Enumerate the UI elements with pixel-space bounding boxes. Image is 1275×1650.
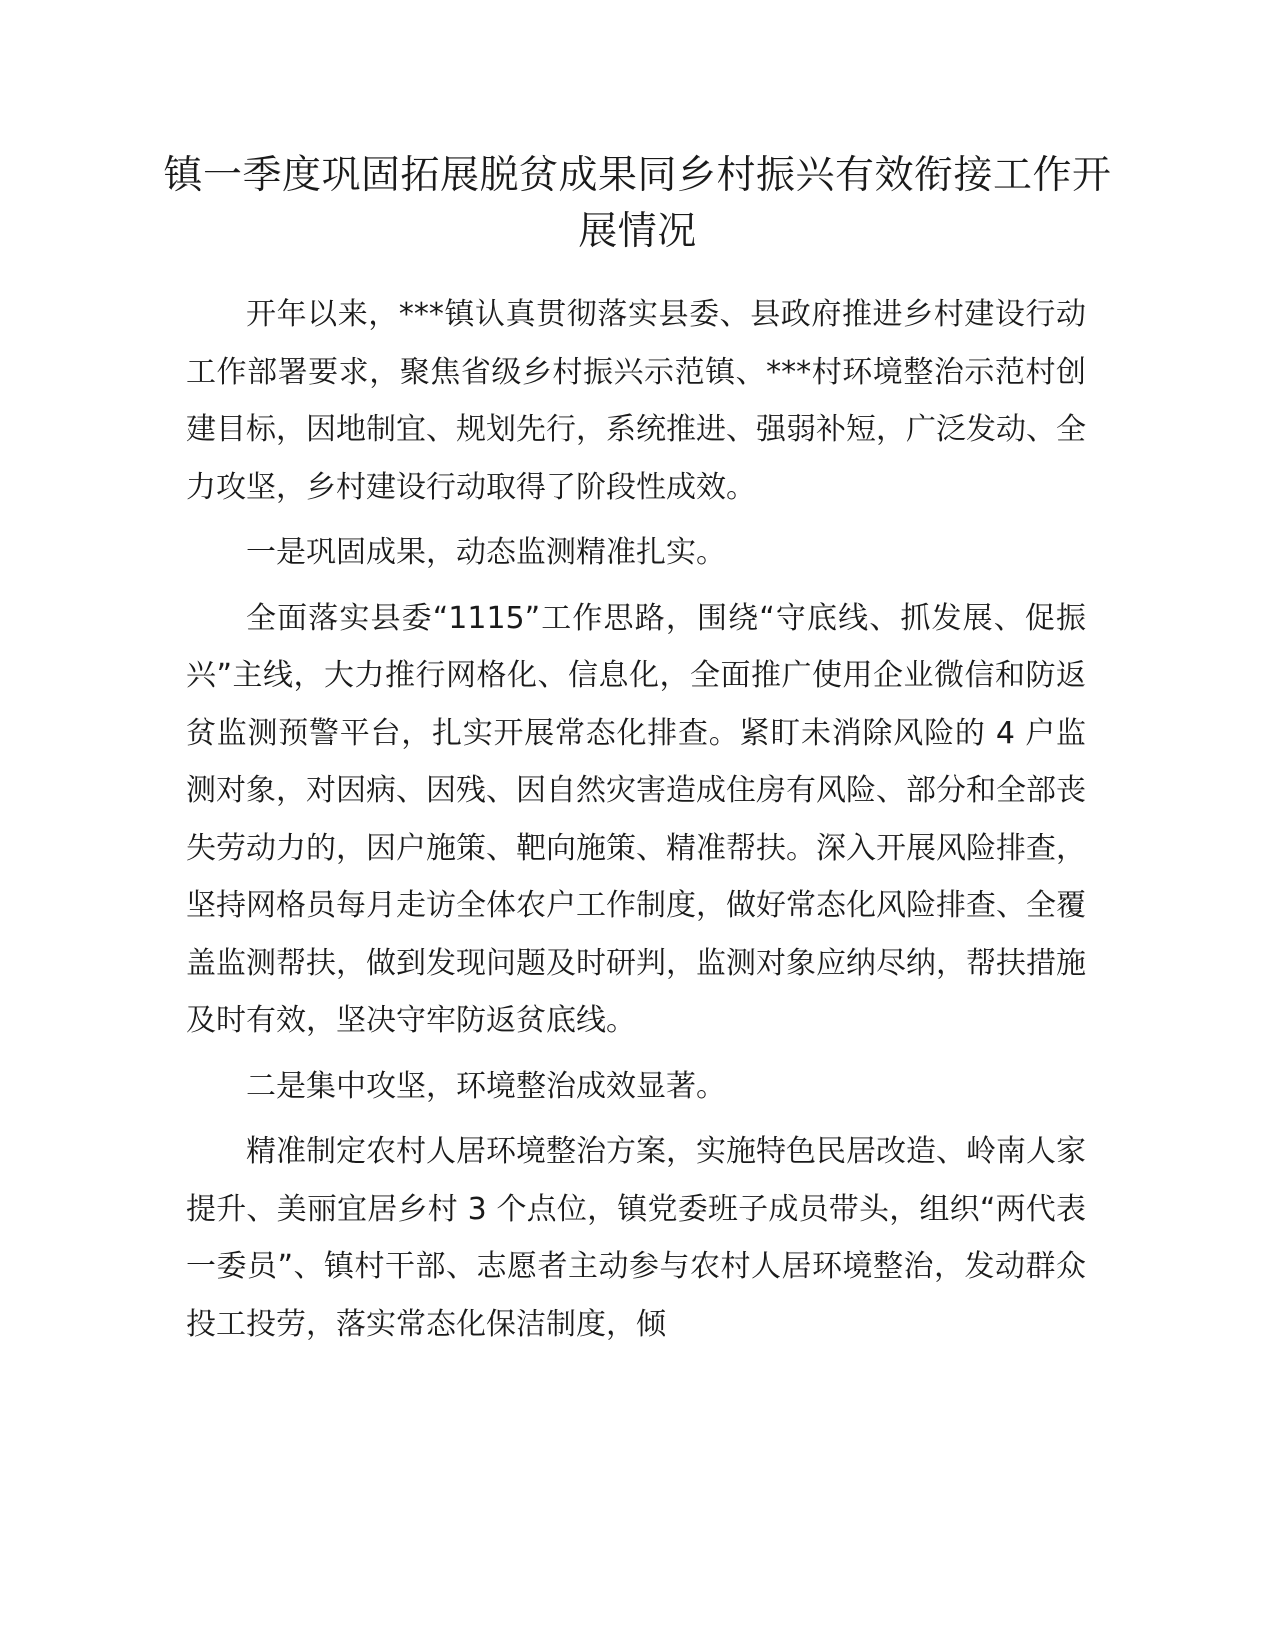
section-heading-2: 二是集中攻坚，环境整治成效显著。 — [246, 1068, 726, 1104]
section-body-1: 全面落实县委“1115”工作思路，围绕“守底线、抓发展、促振兴”主线，大力推行网格化、信息化，全面推广使用企业微信和防返贫监测预警平台，扎实开展常态化排查。紧盯未消除风险的 4 户监测对象，对因病、因残、因自然灾害造成住房有风险、部分和全部丧失劳动力的，因户施策、靶向施策、精准帮扶。深入开展风险排查，坚持网格员每月走访全体农户工作制度，做好常态化风险排查、全覆盖监测帮扶，做到发现问题及时研判，监测对象应纳尽纳，帮扶措施及时有效，坚决守牢防返贫底线。 — [186, 600, 1086, 1038]
intro-paragraph: 开年以来，***镇认真贯彻落实县委、县政府推进乡村建设行动工作部署要求，聚焦省级乡村振兴示范镇、***村环境整治示范村创建目标，因地制宜、规划先行，系统推进、强弱补短，广泛发动、全力攻坚，乡村建设行动取得了阶段性成效。 — [186, 297, 1086, 505]
section-heading-1: 一是巩固成果，动态监测精准扎实。 — [246, 535, 726, 570]
document-body — [186, 286, 1086, 1361]
section-body-2: 精准制定农村人居环境整治方案，实施特色民居改造、岭南人家提升、美丽宜居乡村 3 个点位，镇党委班子成员带头，组织“两代表一委员”、镇村干部、志愿者主动参与农村人居环境整治，发动群众投工投劳，落实常态化保洁制度，倾 — [186, 1134, 1086, 1342]
document-title: 镇一季度巩固拓展脱贫成果同乡村振兴有效衔接工作开展情况 — [163, 153, 1112, 254]
